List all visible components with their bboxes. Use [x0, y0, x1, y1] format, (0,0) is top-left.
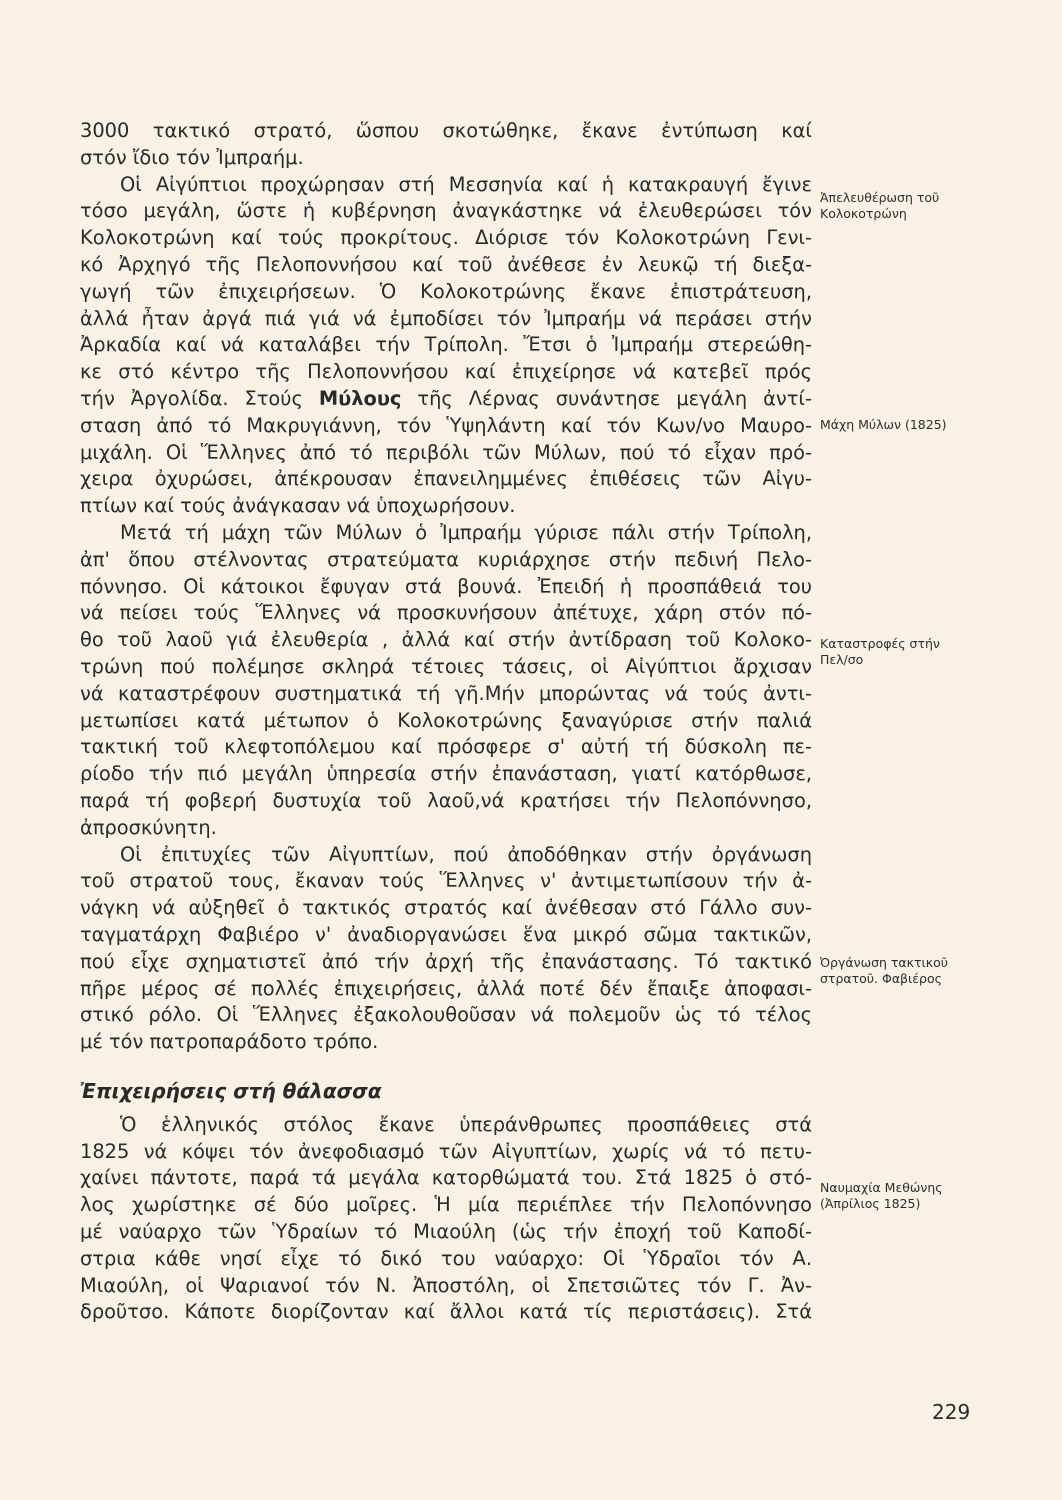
margin-note-line: στρατοῦ. Φαβιέρος	[820, 971, 942, 986]
text-segment: τήν Ἀργολίδα. Στούς	[80, 386, 303, 410]
text-line: Μετά τή μάχη τῶν Μύλων ὁ Ἰμπραήμ γύρισε πάλι στήν Τρίπολη,	[120, 520, 812, 544]
text-line: πόννησο. Οἱ κάτοικοι ἔφυγαν στά βουνά. Ἐπειδή ἡ προσπάθειά του	[80, 574, 812, 598]
margin-note	[820, 955, 1020, 987]
paragraph	[80, 172, 812, 520]
main-text-column	[80, 118, 812, 1326]
text-line: νά καταστρέφουν συστηματικά τή γῆ.Μήν μπορώντας νά τούς ἀντι-	[80, 681, 812, 705]
margin-note-line: Καταστροφές στήν	[820, 636, 940, 651]
text-line: σταση ἀπό τό Μακρυγιάννη, τόν Ὑψηλάντη καί τόν Κων/νο Μαυρο-	[80, 413, 812, 437]
text-line: ταγματάρχη Φαβιέρο ν' ἀναδιοργανώσει ἕνα μικρό σῶμα τακτικῶν,	[80, 922, 812, 946]
text-line: ἀπροσκύνητη.	[80, 815, 217, 839]
margin-note-line: Ναυμαχία Μεθώνης	[820, 1180, 943, 1195]
text-line	[80, 386, 812, 413]
text-line: στικό ρόλο. Οἱ Ἕλληνες ἐξακολουθοῦσαν νά πολεμοῦν ὡς τό τέλος	[80, 1003, 812, 1027]
text-line: πῆρε μέρος σέ πολλές ἐπιχειρήσεις, ἀλλά ποτέ δέν ἔπαιξε ἀποφασι-	[80, 976, 812, 1000]
text-line: δροῦτσο. Κάποτε διορίζονταν καί ἄλλοι κατά τίς περιστάσεις). Στά	[80, 1300, 812, 1324]
text-line: χαίνει πάντοτε, παρά τά μεγάλα κατορθώματά του. Στά 1825 ὁ στό-	[80, 1166, 812, 1190]
text-line: νάγκη νά αὐξηθεῖ ὁ τακτικός στρατός καί ἀνέθεσαν στό Γάλλο συν-	[80, 896, 812, 920]
text-line: Οἱ Αἰγύπτιοι προχώρησαν στή Μεσσηνία καί ἡ κατακραυγή ἔγινε	[120, 172, 812, 196]
text-line: 3000 τακτικό στρατό, ὥσπου σκοτώθηκε, ἔκανε ἐντύπωση καί	[80, 119, 812, 142]
text-line: κε στό κέντρο τῆς Πελοποννήσου καί ἐπιχείρησε νά κατεβεῖ πρός	[80, 360, 812, 384]
text-line: Οἱ ἐπιτυχίες τῶν Αἰγυπτίων, πού ἀποδόθηκαν στήν ὀργάνωση	[120, 842, 812, 866]
text-line: παρά τή φοβερή δυστυχία τοῦ λαοῦ,νά κρατήσει τήν Πελοπόννησο,	[80, 788, 812, 812]
text-line: Κολοκοτρώνη καί τούς προκρίτους. Διόρισε τόν Κολοκοτρώνη Γενι-	[80, 226, 812, 250]
text-line: στόν ἴδιο τόν Ἰμπραήμ.	[80, 145, 304, 169]
text-line: τόσο μεγάλη, ὥστε ἡ κυβέρνηση ἀναγκάστηκε νά ἐλευθερώσει τόν	[80, 199, 812, 223]
paragraph	[80, 118, 812, 172]
text-line: μετωπίσει κατά μέτωπον ὁ Κολοκοτρώνης ξαναγύρισε στήν παλιά	[80, 708, 812, 732]
text-line: τοῦ στρατοῦ τους, ἔκαναν τούς Ἕλληνες ν' ἀντιμετωπίσουν τήν ἀ-	[80, 869, 812, 893]
text-line: στρια κάθε νησί εἶχε τό δικό του ναύαρχο: Οἱ Ὑδραῖοι τόν Α.	[80, 1246, 812, 1270]
margin-note-line: Μάχη Μύλων (1825)	[820, 417, 947, 432]
text-line: μέ τόν πατροπαράδοτο τρόπο.	[80, 1030, 379, 1054]
margin-note	[820, 417, 1020, 433]
text-line: νά πείσει τούς Ἕλληνες νά προσκυνήσουν ἀπέτυχε, χάρη στόν πό-	[80, 601, 812, 625]
margin-note-line: (Ἀπρίλιος 1825)	[820, 1196, 921, 1211]
text-line: 1825 νά κόψει τόν ἀνεφοδιασμό τῶν Αἰγυπτίων, χωρίς νά τό πετυ-	[80, 1139, 812, 1163]
text-line: γωγή τῶν ἐπιχειρήσεων. Ὁ Κολοκοτρώνης ἔκανε ἐπιστράτευση,	[80, 279, 812, 303]
text-line: μέ ναύαρχο τῶν Ὑδραίων τό Μιαούλη (ὡς τήν ἐποχή τοῦ Καποδί-	[80, 1220, 812, 1244]
text-line: τρώνη πού πολέμησε σκληρά τέτοιες τάσεις, οἱ Αἰγύπτιοι ἄρχισαν	[80, 654, 812, 678]
text-line: Ἀρκαδία καί νά καταλάβει τήν Τρίπολη. Ἔτσι ὁ Ἰμπραήμ στερεώθη-	[80, 333, 812, 357]
text-line: κό Ἀρχηγό τῆς Πελοποννήσου καί τοῦ ἀνέθεσε ἐν λευκῷ τή διεξα-	[80, 252, 812, 276]
text-line: ἀπ' ὅπου στέλνοντας στρατεύματα κυριάρχησε στήν πεδινή Πελο-	[80, 547, 812, 571]
text-line: Μιαούλη, οἱ Ψαριανοί τόν Ν. Ἀποστόλη, οἱ Σπετσιῶτες τόν Γ. Ἀν-	[80, 1273, 812, 1297]
text-line: χειρα ὀχυρώσει, ἀπέκρουσαν ἐπανειλημμένες ἐπιθέσεις τῶν Αἰγυ-	[80, 467, 812, 491]
text-line: ρίοδο τήν πιό μεγάλη ὑπηρεσία στήν ἐπανάσταση, γιατί κατόρθωσε,	[80, 762, 812, 786]
margin-note-line: Ἀπελευθέρωση τοῦ	[820, 190, 940, 205]
section-heading: Ἐπιχειρήσεις στή θάλασσα	[80, 1078, 382, 1103]
bold-term: Μύλους	[318, 386, 402, 410]
text-line: λος χωρίστηκε σέ δύο μοῖρες. Ἡ μία περιέπλεε τήν Πελοπόννησο	[80, 1193, 812, 1217]
text-line: μιχάλη. Οἱ Ἕλληνες ἀπό τό περιβόλι τῶν Μύλων, πού τό εἶχαν πρό-	[80, 440, 812, 464]
paragraph	[80, 1112, 812, 1326]
text-line: τακτική τοῦ κλεφτοπόλεμου καί πρόσφερε σ' αὐτή τή δύσκολη πε-	[80, 735, 812, 759]
margin-note	[820, 190, 1020, 222]
margin-note-line: Πελ/σο	[820, 652, 864, 667]
paragraph	[80, 842, 812, 1056]
margin-note-line: Ὀργάνωση τακτικοῦ	[820, 955, 949, 970]
text-line: Ὁ ἑλληνικός στόλος ἔκανε ὑπεράνθρωπες προσπάθειες στά	[120, 1112, 812, 1136]
text-line: πτίων καί τούς ἀνάγκασαν νά ὑποχωρήσουν.	[80, 494, 516, 518]
text-line: πού εἶχε σχηματιστεῖ ἀπό τήν ἀρχή τῆς ἐπανάστασης. Τό τακτικό	[80, 949, 812, 973]
page-number: 229	[932, 1400, 971, 1424]
margin-note	[820, 1180, 1020, 1212]
margin-note-line: Κολοκοτρώνη	[820, 206, 907, 221]
text-line: θο τοῦ λαοῦ γιά ἐλευθερία , ἀλλά καί στήν ἀντίδραση τοῦ Κολοκο-	[80, 628, 812, 652]
margin-note	[820, 636, 1020, 668]
text-segment: τῆς Λέρνας συνάντησε μεγάλη ἀντί-	[417, 386, 812, 410]
text-line: ἀλλά ἦταν ἀργά πιά γιά νά ἐμποδίσει τόν Ἰμπραήμ νά περάσει στήν	[80, 306, 812, 330]
paragraph	[80, 520, 812, 842]
